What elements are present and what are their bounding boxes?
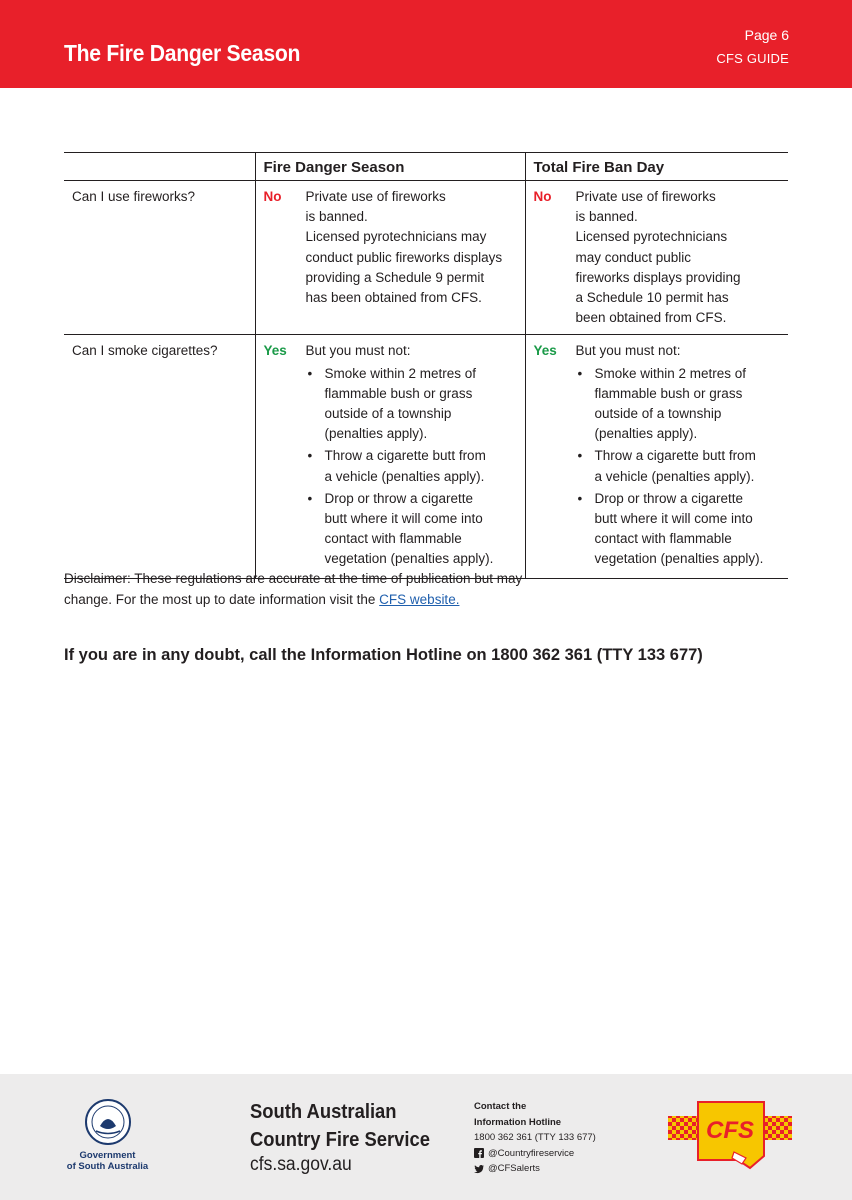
tfb-cigarettes-cell bbox=[525, 335, 788, 578]
page-header bbox=[0, 0, 852, 88]
verdict-no: No bbox=[263, 189, 282, 204]
restriction-list bbox=[576, 364, 781, 570]
cell-line: providing a Schedule 9 permit bbox=[305, 269, 485, 285]
cell-line: conduct public fireworks displays bbox=[305, 249, 503, 265]
question-cell: Can I smoke cigarettes? bbox=[64, 335, 255, 578]
cell-line: has been obtained from CFS. bbox=[305, 290, 482, 306]
list-item: • Drop or throw a cigarette butt where it will come into contact with flammable vegetation (penalties apply). bbox=[576, 489, 781, 570]
tfb-fireworks-cell bbox=[525, 181, 788, 335]
cell-line: a Schedule 10 permit has bbox=[575, 290, 729, 306]
regulations-table bbox=[64, 152, 788, 579]
cell-line: been obtained from CFS. bbox=[575, 310, 727, 326]
cell-line: Licensed pyrotechnicians bbox=[575, 229, 728, 245]
crest-icon bbox=[84, 1098, 132, 1146]
cfs-logo-text: CFS bbox=[706, 1117, 754, 1144]
verdict-yes: Yes bbox=[533, 343, 557, 359]
cell-intro: But you must not: bbox=[305, 343, 411, 359]
verdict-no: No bbox=[533, 189, 552, 204]
table-row bbox=[64, 335, 788, 578]
table-header-row bbox=[64, 153, 788, 181]
header-question bbox=[64, 153, 255, 181]
list-item: • Drop or throw a cigarette butt where it will come into contact with flammable vegetation (penalties apply). bbox=[306, 489, 517, 570]
list-item: • Smoke within 2 metres of flammable bush or grass outside of a township (penalties apply). bbox=[576, 364, 781, 445]
cfs-logo bbox=[668, 1098, 792, 1176]
guide-label: CFS GUIDE bbox=[716, 51, 789, 66]
cell-line: may conduct public bbox=[575, 249, 692, 265]
government-logo: Government of South Australia bbox=[60, 1098, 155, 1172]
fds-cigarettes-cell bbox=[255, 335, 525, 578]
verdict-yes: Yes bbox=[263, 343, 287, 359]
list-item: • Throw a cigarette butt from a vehicle (penalties apply). bbox=[306, 446, 517, 486]
question-cell: Can I use fireworks? bbox=[64, 181, 255, 335]
table-row bbox=[64, 181, 788, 335]
header-fire-danger-season: Fire Danger Season bbox=[255, 153, 525, 181]
disclaimer: Disclaimer: These regulations are accurate at the time of publication but may change. For the most up to date information visit the CFS website. bbox=[64, 571, 523, 607]
cell-line: Private use of fireworks bbox=[575, 189, 716, 204]
cell-line: Private use of fireworks bbox=[305, 189, 446, 204]
header-total-fire-ban-day: Total Fire Ban Day bbox=[525, 153, 788, 181]
website-url: cfs.sa.gov.au bbox=[250, 1154, 352, 1175]
cell-line: is banned. bbox=[305, 209, 368, 225]
twitter-handle: @CFSalerts bbox=[474, 1161, 596, 1177]
organisation-name: South Australian Country Fire Service bbox=[250, 1101, 430, 1151]
cell-line: is banned. bbox=[575, 209, 638, 225]
page-number: Page 6 bbox=[744, 27, 789, 43]
list-item: • Smoke within 2 metres of flammable bush or grass outside of a township (penalties apply). bbox=[306, 364, 517, 445]
twitter-icon bbox=[474, 1164, 484, 1174]
page-footer bbox=[0, 1074, 852, 1200]
facebook-handle: @Countryfireservice bbox=[474, 1146, 596, 1162]
cell-line: fireworks displays providing bbox=[575, 269, 741, 285]
contact-block: Contact the Information Hotline 1800 362 361 (TTY 133 677) @Countryfireservice @CFSalerts bbox=[474, 1099, 596, 1177]
restriction-list bbox=[306, 364, 517, 570]
cfs-website-link[interactable]: CFS website. bbox=[379, 592, 460, 607]
fds-fireworks-cell bbox=[255, 181, 525, 335]
list-item: • Throw a cigarette butt from a vehicle (penalties apply). bbox=[576, 446, 781, 486]
page-title: The Fire Danger Season bbox=[64, 40, 301, 66]
facebook-icon bbox=[474, 1148, 484, 1158]
cell-intro: But you must not: bbox=[575, 343, 681, 359]
hotline-callout: If you are in any doubt, call the Information Hotline on 1800 362 361 (TTY 133 677) bbox=[64, 646, 703, 664]
cell-line: Licensed pyrotechnicians may bbox=[305, 229, 487, 245]
